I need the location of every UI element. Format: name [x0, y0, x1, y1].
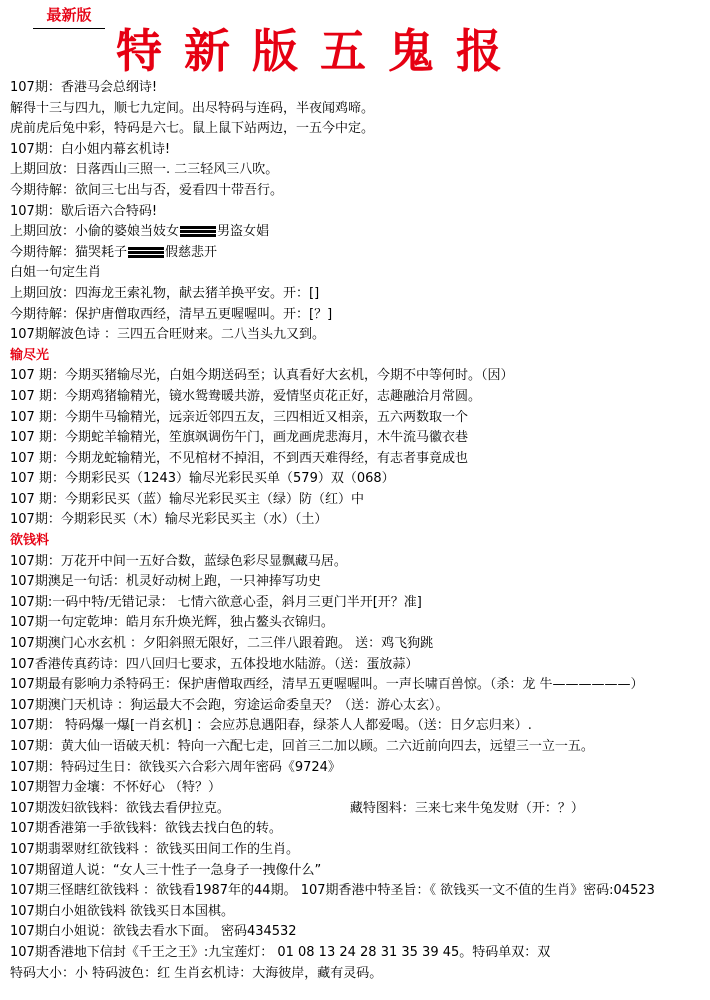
- text-line: [10, 243, 706, 264]
- text-line: [10, 222, 706, 243]
- text-line: 107 期：今期彩民买（蓝）输尽光彩民买主（绿）防（红）中: [10, 491, 364, 507]
- text-line: 107期：歇后语六合特码!: [10, 203, 158, 219]
- text-line: 107期澳门心水玄机 ：夕阳斜照无限好，二三伴八跟着跑。 送：鸡飞狗跳: [10, 636, 434, 652]
- text-line: 107期智力金壤：不怀好心 （特？）: [10, 780, 221, 796]
- text-line: 107期翡翠财红欲钱料 ：欲钱买田间工作的生肖。: [10, 841, 299, 857]
- text-line: 今期待解：欲间三七出与否，爱看四十带吾行。: [10, 182, 284, 198]
- text-line: 107 期：今期牛马输精光，远亲近邻四五友，三四相近又相亲，五六两数取一个: [10, 409, 468, 425]
- version-badge: 最新版: [33, 4, 105, 29]
- text-segment: 藏特图料：三来七来牛兔发财（开：？）: [349, 800, 584, 816]
- section-heading-lose-all: 输尽光: [10, 347, 50, 363]
- text-line: 107香港传真药诗：四八回归七要求，五体投地水陆游。（送：蛋放蒜）: [10, 656, 419, 672]
- text-line: 上期回放：日落西山三照一. 二三轻风三八吹。: [10, 162, 279, 178]
- text-line: 107期： 特码爆一爆[一肖玄机] ：会应苏息遇阳春，绿茶人人都爱喝。（送：日夕忘归来）.: [10, 718, 532, 734]
- text-line: 107期：白小姐内幕玄机诗!: [10, 141, 171, 157]
- text-segment: 男盗女娼: [217, 224, 270, 240]
- text-line: 107期:一码中特/无错记录： 七情六欲意心歪，斜月三更门半开[开？准]: [10, 594, 422, 610]
- text-line: 107期澳门天机诗 ：狗运最大不会跑，穷途运命委皇天？（送：游心太玄）。: [10, 697, 449, 713]
- text-line: 107 期：今期蛇羊输精光，笙旗飒调伤午门，画龙画虎悲海月，木牛流马徽衣巷: [10, 430, 468, 446]
- redacted-bars-icon: [128, 247, 164, 258]
- text-segment: 今期待解：猫哭耗子: [10, 244, 128, 260]
- text-line: 107期：香港马会总纲诗!: [10, 80, 158, 95]
- text-line: [10, 799, 706, 820]
- text-line: 107期香港第一手欲钱料：欲钱去找白色的转。: [10, 821, 282, 837]
- text-line: 特码大小：小 特码波色：红 生肖玄机诗：大海彼岸，藏有灵码。: [10, 965, 383, 981]
- page-title: 特新版五鬼报: [116, 24, 524, 78]
- text-line: 107期：特码过生日：欲钱买六合彩六周年密码《9724》: [10, 759, 341, 775]
- text-line: 107期留道人说：“女人三十性子一急身子一拽像什么”: [10, 862, 322, 878]
- text-line: 107期解波色诗 ：三四五合旺财来。二八当头九又到。: [10, 327, 325, 343]
- text-segment: 上期回放：小偷的婆娘当妓女: [10, 224, 180, 240]
- text-line: 107期白小姐欲钱料 欲钱买日本国棋。: [10, 903, 234, 919]
- text-line: 107期一句定乾坤：皓月东升焕光辉，独占鳌头衣锦归。: [10, 615, 334, 631]
- text-line: 107期白小姐说：欲钱去看水下面。 密码434532: [10, 924, 297, 940]
- text-line: 107期：今期彩民买（木）输尽光彩民买主（水）（土）: [10, 512, 328, 528]
- text-line: 白姐一句定生肖: [10, 265, 102, 281]
- text-line: 107期：万花开中间一五好合数，蓝绿色彩尽显飘藏马居。: [10, 553, 347, 569]
- redacted-bars-icon: [180, 226, 216, 237]
- section-heading-money-riddle: 欲钱料: [10, 533, 50, 549]
- text-line: 107 期：今期彩民买（1243）输尽光彩民买单（579）双（068）: [10, 471, 395, 487]
- text-line: 107期香港地下信封《千王之王》:九宝莲灯： 01 08 13 24 28 31 35 39 45。特码单双：双: [10, 944, 551, 960]
- text-line: 解得十三与四九，顺七九定间。出尽特码与连码，半夜闻鸡啼。: [10, 100, 375, 116]
- text-line: 107 期：今期买猪输尽光，白姐今期送码至；认真看好大玄机，今期不中等何时。（因）: [10, 368, 514, 384]
- text-line: 107期：黄大仙一语破天机：特向一六配七走，回首三二加以顾。二六近前向四去，远望三一立一五。: [10, 739, 594, 754]
- text-line: 107期最有影响力杀特码王：保护唐僧取西经，清早五更喔喔叫。一声长啸百兽惊。（杀：龙 牛——————）: [10, 677, 644, 693]
- text-line: 107 期：今期龙蛇输精光，不见棺材不掉泪，不到西天难得经，有志者事竟成也: [10, 450, 468, 466]
- text-segment: 假慈悲开: [165, 244, 218, 260]
- text-line: 107 期：今期鸡猪输精光，镜水鸳鸯暖共游，爱情坚贞花正好，志趣融洽月常圆。: [10, 388, 481, 404]
- document-body: [10, 78, 706, 984]
- text-line: 虎前虎后兔中彩，特码是六七。鼠上鼠下站两边，一五今中定。: [10, 121, 375, 137]
- text-line: 107期澳足一句话：机灵好动树上跑，一只神捧写功史: [10, 574, 321, 590]
- text-line: 今期待解：保护唐僧取西经，清早五更喔喔叫。开：[？]: [10, 306, 333, 322]
- text-line: 107期三怪瞎红欲钱料 ：欲钱看1987年的44期。 107期香港中特圣旨：《 欲钱买一文不值的生肖》密码:04523: [10, 883, 655, 899]
- text-line: 上期回放：四海龙王索礼物，献去猪羊换平安。开：[]: [10, 285, 320, 301]
- text-segment: 107期泼妇欲钱料：欲钱去看伊拉克。: [10, 800, 230, 816]
